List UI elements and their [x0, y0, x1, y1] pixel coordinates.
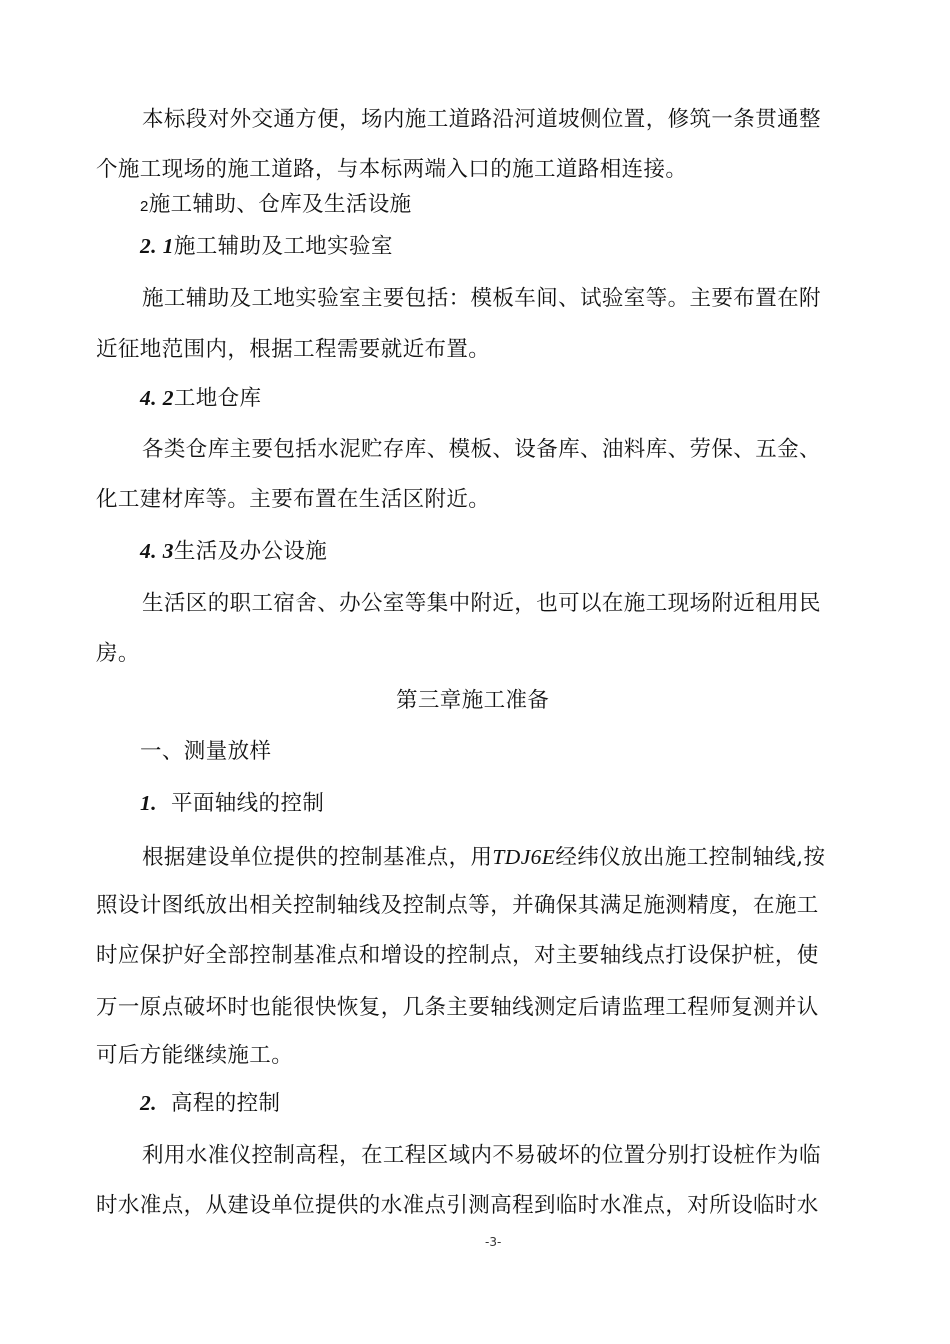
paragraph-line: 施工辅助及工地实验室主要包括：模板车间、试验室等。主要布置在附	[142, 286, 821, 311]
paragraph-line: 万一原点破坏时也能很快恢复，几条主要轴线测定后请监理工程师复测并认	[96, 995, 819, 1020]
heading-2b	[140, 1089, 280, 1118]
paragraph-line: 房。	[96, 641, 140, 666]
heading-number: 1.	[140, 791, 157, 815]
heading-number: 4. 2	[140, 386, 174, 410]
paragraph-line: 个施工现场的施工道路，与本标两端入口的施工道路相连接。	[96, 157, 688, 182]
chapter-title: 第三章施工准备	[396, 688, 550, 713]
page-number: -3-	[485, 1235, 502, 1249]
paragraph-text: 根据建设单位提供的控制基准点，用	[142, 845, 493, 870]
paragraph-line: 可后方能继续施工。	[96, 1043, 294, 1068]
heading-text: 生活及办公设施	[173, 539, 328, 564]
heading-number: 4. 3	[140, 539, 174, 563]
paragraph-line: 各类仓库主要包括水泥贮存库、模板、设备库、油料库、劳保、五金、	[142, 437, 821, 462]
paragraph-line	[142, 843, 825, 872]
paragraph-line: 利用水准仪控制高程，在工程区域内不易破坏的位置分别打设桩作为临	[142, 1143, 821, 1168]
paragraph-text: 经纬仪放出施工控制轴线,按	[555, 845, 826, 870]
heading-2	[140, 191, 412, 221]
heading-text: 施工辅助、仓库及生活设施	[148, 192, 412, 217]
paragraph-line: 照设计图纸放出相关控制轴线及控制点等，并确保其满足施测精度，在施工	[96, 893, 819, 918]
paragraph-line: 化工建材库等。主要布置在生活区附近。	[96, 487, 491, 512]
heading-text: 高程的控制	[170, 1091, 281, 1116]
section-heading: 一、测量放样	[140, 739, 272, 764]
instrument-model: TDJ6E	[492, 845, 556, 869]
paragraph-line: 近征地范围内，根据工程需要就近布置。	[96, 337, 491, 362]
paragraph-line: 时应保护好全部控制基准点和增设的控制点，对主要轴线点打设保护桩，使	[96, 943, 819, 968]
heading-text: 工地仓库	[173, 386, 262, 411]
heading-2-1	[140, 232, 393, 261]
paragraph-line: 时水准点，从建设单位提供的水准点引测高程到临时水准点，对所设临时水	[96, 1193, 819, 1218]
heading-number: 2	[140, 198, 149, 215]
heading-text: 施工辅助及工地实验室	[173, 234, 393, 259]
paragraph-line: 本标段对外交通方便，场内施工道路沿河道坡侧位置，修筑一条贯通整	[142, 107, 821, 132]
heading-4-2	[140, 384, 261, 413]
heading-number: 2.	[140, 1091, 157, 1115]
heading-4-3	[140, 537, 327, 566]
heading-1	[140, 789, 324, 818]
heading-text: 平面轴线的控制	[170, 791, 325, 816]
paragraph-line: 生活区的职工宿舍、办公室等集中附近，也可以在施工现场附近租用民	[142, 591, 821, 616]
heading-number: 2. 1	[140, 234, 174, 258]
